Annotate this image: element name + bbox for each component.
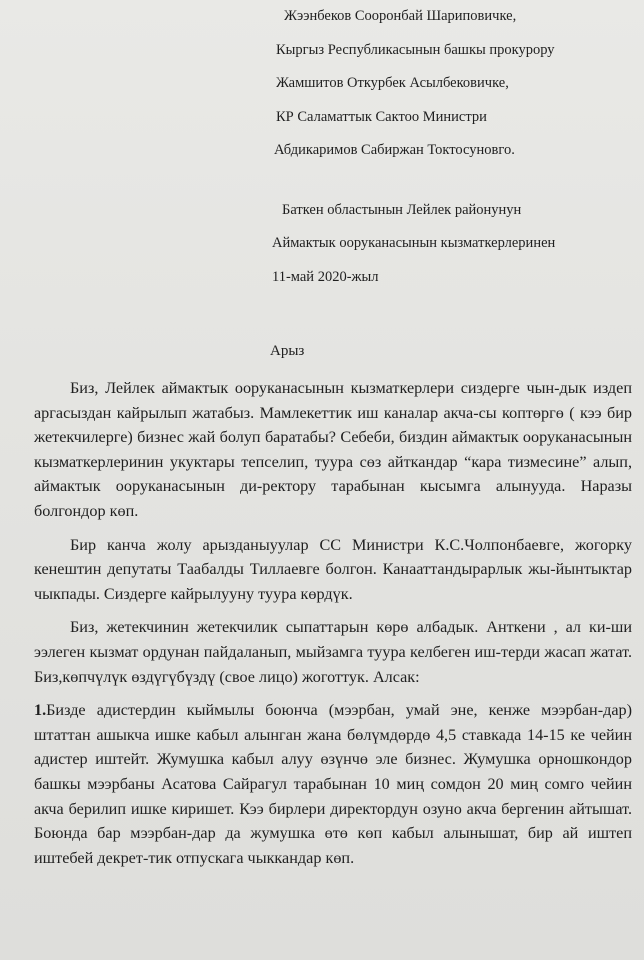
addressee-block	[272, 0, 636, 294]
item-number: 1.	[34, 701, 47, 720]
paragraph: Биз, жетекчинин жетекчилик сыпаттарын көрө албадык. Анткени , ал ки-ши ээлеген кызмат ордунан пайдаланып, мыйзамга туура келбеген иш-терди жасап жатат. Биз,көпчүлүк өздүгүбүздү (свое лицо) жоготтук. Алсак:	[34, 618, 632, 686]
sender-line-2: Аймактык ооруканасынын кызматкерлеринен	[272, 235, 556, 251]
item-text: Бизде адистердин кыймылы боюнча (мээрбан, умай эне, кенже мээрбан-дар) штаттан ашыкча ишке кабыл алынган жана бөлүмдөрдө 4,5 ставкада 14-15 ке чейин адистер иштейт. Жумушка кабыл алуу өзүнчө эле бизнес. Жумушка орношкондор башкы мээрбаны Асатова Сайрагул тарабынан 10 миң сомдон 20 миң сомго чейин акча берилип ишке киришет. Кээ бирлери директордун озуно акча бергенин айтышат. Боюнда бар мээрбан-дар да жумушка өтө көп кабыл алынышат, бир ай иштеп иштебей декрет-тик отпускага чыккандар көп.	[34, 701, 632, 867]
addressee-line: Жамшитов Откурбек Асылбековичке,	[276, 75, 509, 91]
document-body	[34, 376, 632, 870]
document-date: 11-май 2020-жыл	[272, 268, 379, 285]
document-title: Арыз	[270, 343, 305, 359]
paragraph: Биз, Лейлек аймактык ооруканасынын кызматкерлери сиздерге чын-дык издеп аргасыздан кайрылып жатабыз. Мамлекеттик иш каналар акча-сы коптөргө ( кээ бир жетекчилерге) бизнес жай болуп баратабы? Себеби, биздин аймактык ооруканасынын кызматкерлеринин укуктары тепселип, туура сөз айткандар “кара тизмесине” алып, аймактык ооруканасынын ди-ректору тарабынан кысымга алынууда. Наразы болгондор көп.	[34, 379, 632, 520]
addressee-line: Жээнбеков Сооронбай Шариповичке,	[284, 8, 517, 24]
addressee-line: Кыргыз Республикасынын башкы прокурору	[276, 41, 555, 58]
addressee-line: Абдикаримов Сабиржан Токтосуновго.	[274, 142, 515, 158]
sender-line-1: Баткен областынын Лейлек районунун	[282, 201, 522, 218]
spacer	[276, 168, 636, 194]
numbered-item	[34, 698, 632, 870]
paragraph: Бир канча жолу арызданыуулар СС Министри К.С.Чолпонбаевге, жогорку кенештин депутаты Таабалды Тиллаевге болгон. Канааттандырарлык жы-йынтыктар чыкпады. Сиздерге кайрылууну туура көрдүк.	[34, 535, 632, 603]
addressee-line: КР Саламаттык Сактоо Министри	[276, 108, 487, 125]
